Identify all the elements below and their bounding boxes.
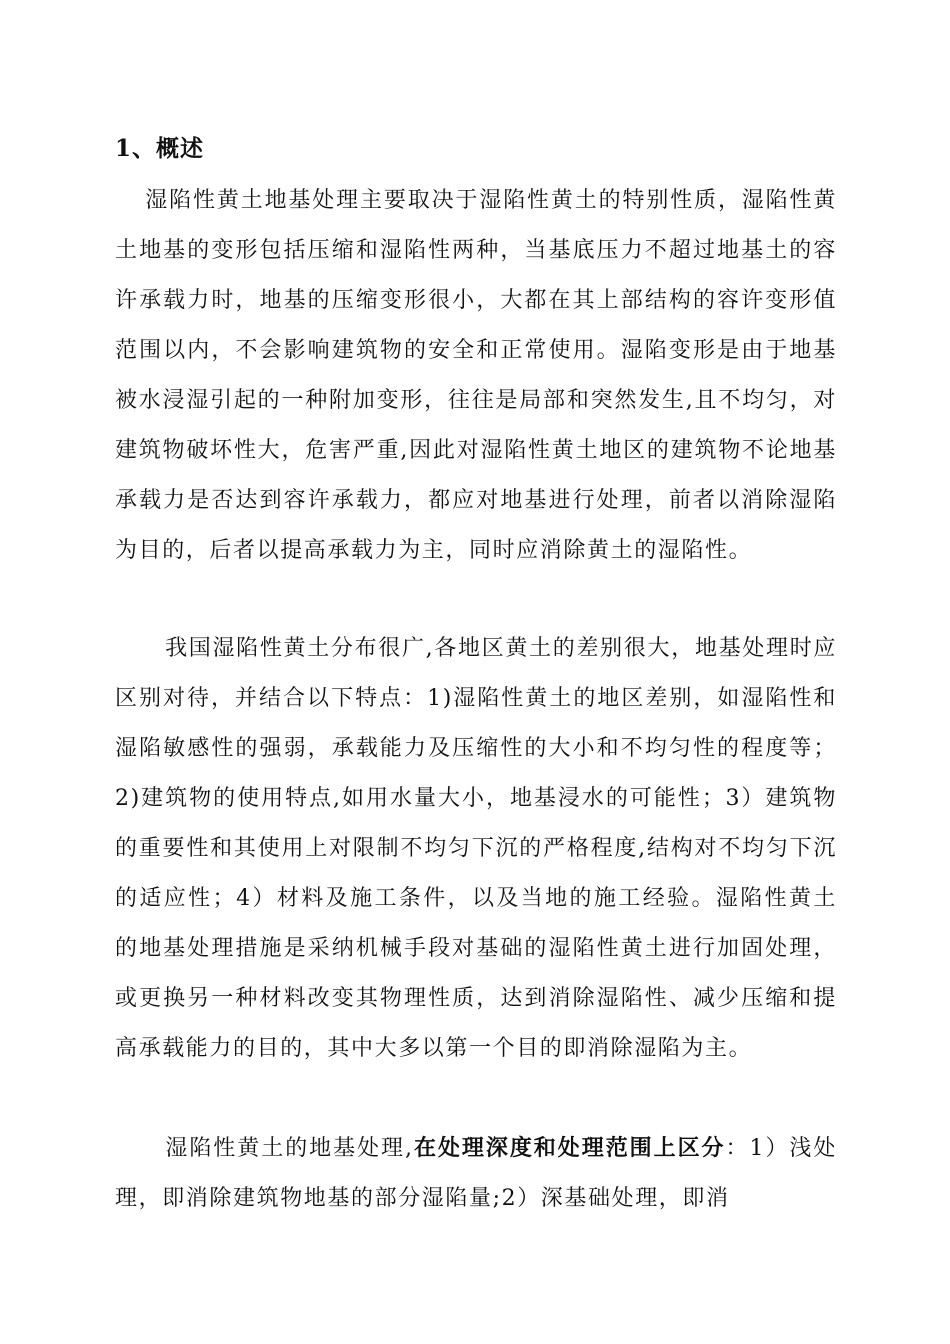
paragraph-3-bold-text: 在处理深度和处理范围上区分 <box>413 1135 726 1161</box>
paragraph-3-start-text: 湿陷性黄土的地基处理, <box>165 1136 414 1161</box>
paragraph-1-text: 湿陷性黄土地基处理主要取决于湿陷性黄土的特别性质，湿陷性黄土地基的变形包括压缩和湿陷性两种，当基底压力不超过地基土的容许承载力时，地基的压缩变形很小，大都在其上部结构的容许变形值范围以内，不会影响建筑物的安全和正常使用。湿陷变形是由于地基被水浸湿引起的一种附加变形，往往是局部和突然发生,且不均匀，对建筑物破坏性大，危害严重,因此对湿陷性黄土地区的建筑物不论地基承载力是否达到容许承载力，都应对地基进行处理，前者以消除湿陷为目的，后者以提高承载力为主，同时应消除黄土的湿陷性。 <box>115 188 837 563</box>
paragraph-regional-features <box>115 624 837 1074</box>
paragraph-3-rest-text: ：1）浅处理，即消除建筑物地基的部分湿陷量;2）深基础处理，即消 <box>115 1136 837 1211</box>
section-heading: 1、概述 <box>115 135 205 162</box>
paragraph-overview <box>115 176 837 576</box>
paragraph-treatment-classification <box>115 1123 837 1224</box>
paragraph-2-text: 我国湿陷性黄土分布很广,各地区黄土的差别很大，地基处理时应区别对待，并结合以下特点：1)湿陷性黄土的地区差别，如湿陷性和湿陷敏感性的强弱，承载能力及压缩性的大小和不均匀性的程度等；2)建筑物的使用特点,如用水量大小，地基浸水的可能性；3）建筑物的重要性和其使用上对限制不均匀下沉的严格程度,结构对不均匀下沉的适应性；4）材料及施工条件，以及当地的施工经验。湿陷性黄土的地基处理措施是采纳机械手段对基础的湿陷性黄土进行加固处理，或更换另一种材料改变其物理性质，达到消除湿陷性、减少压缩和提高承载能力的目的，其中大多以第一个目的即消除湿陷为主。 <box>115 636 837 1061</box>
